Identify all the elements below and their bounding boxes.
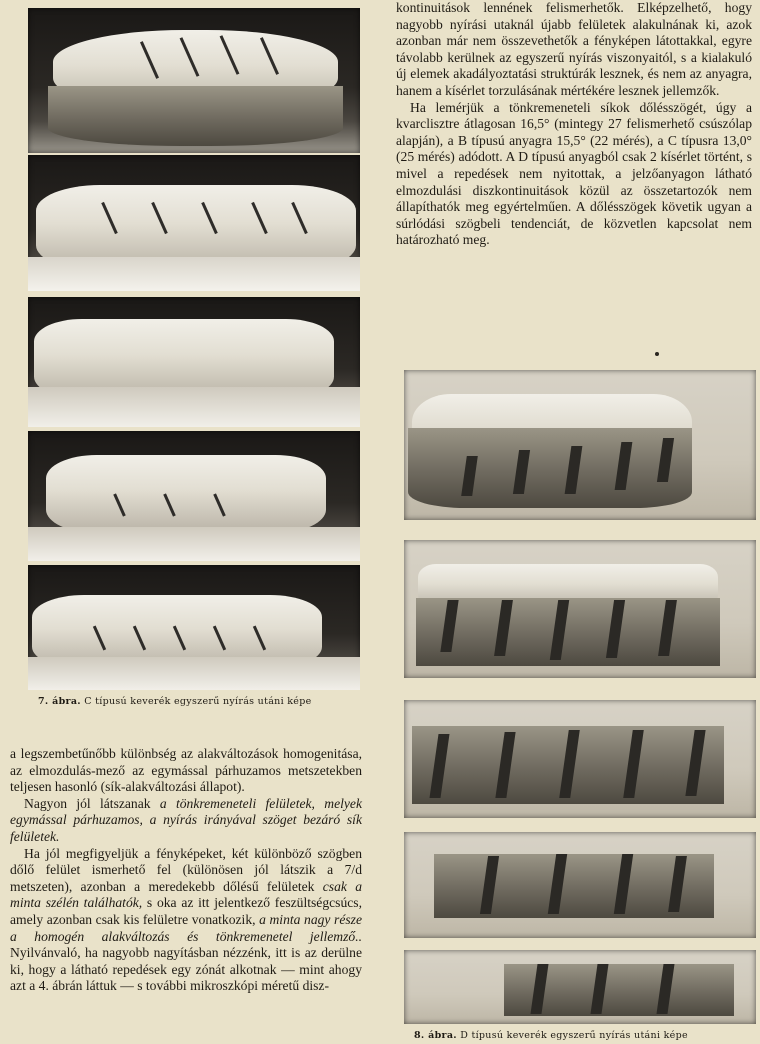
emphasis-sample-edge: csak a minta szélén találhatók, xyxy=(10,878,362,911)
paragraph-dip-angles: Ha lemérjük a tönkremeneteli síkok dőlésszögét, úgy a kvarclisztre átlagosan 16,5° (mintegy 27 felismerhető csúszólap alapján), a B típusú anyagra 15,5° (22 mérés), a C típusra 13,0° (25 mérés) adódott. A D típusú anyagból csak 2 kísérlet történt, s mivel a repedések nem nyitottak, a jelzőanyagon látható elmozdulási diszkontinuitások közül az összetartozók nem állapíthatók meg egyértelműen. A dőlésszögek követik ugyan a súrlódási szögbeli tendenciát, de közvetlen kapcsolat nem határozható meg. xyxy=(396,99,752,248)
page-speck xyxy=(655,352,659,356)
paragraph-text-part1: Ha jól megfigyeljük a fényképeket, két különböző szögben dőlő felület ismerhető fel (különösen jól látszik a 7/d metszeten), azonban a meredekebb dőlésű felületek xyxy=(10,845,362,894)
figure-8-caption xyxy=(414,1030,688,1041)
figure-8-photo-c xyxy=(404,700,756,818)
paragraph-discontinuities: kontinuitások lennének felismerhetők. Elképzelhető, hogy nagyobb nyírási utaknál újabb felületek alakulnának ki, azok azonban már nem összevethetők a fényképen látottakkal, egyre távolabb kerülnek az egyszerű nyírás viszonyaitól, s a kialakuló új elemek akadályoztatási struktúrák lesznek, és nem az anyagra, hanem a kísérlet torzulásának mértékére lesznek jellemzők. xyxy=(396,0,752,98)
paragraph-homogeneity: a legszembetűnőbb különbség az alakváltozások homogenitása, az elmozdulás-mező az egymással párhuzamos metszetekben teljesen hasonló (sík-alakváltozási állapot). xyxy=(10,746,362,795)
figure-7-number: 7. ábra. xyxy=(38,696,81,707)
paragraph-text-part3: Nyilvánvaló, ha nagyobb nagyításban nézzénk, itt is az derülne ki, hogy a látható repedések egy zónát alkotnak — mint ahogy azt a 4. ábrán láttuk — s további mikroszkópi méretű disz- xyxy=(10,945,362,994)
figure-7-photo-c xyxy=(28,297,360,427)
figure-7-photo-b xyxy=(28,155,360,291)
figure-8-photo-b xyxy=(404,540,756,678)
figure-7-caption xyxy=(38,696,312,707)
figure-8-photo-a xyxy=(404,370,756,520)
paragraph-lead: Nagyon jól látszanak xyxy=(24,795,160,811)
figure-7-photo-e xyxy=(28,565,360,690)
emphasis-failure-surfaces: a tönkremeneteli felületek, melyek egymással párhuzamos, a nyírás irányával szöget bezáró sík felületek. xyxy=(10,795,362,844)
right-column-text xyxy=(396,0,752,249)
figure-8-photo-e xyxy=(404,950,756,1024)
figure-8-photo-d xyxy=(404,832,756,938)
paragraph-text-part2: s oka az itt jelentkező feszültségcsúcs, amely azonban csak kis felületre vonatkozik, xyxy=(10,895,362,927)
figure-7-photo-d xyxy=(28,431,360,561)
emphasis-homogeneous-deformation: a minta nagy része a homogén alakváltozás és tönkremenetel jellemző.. xyxy=(10,911,362,944)
figure-8-number: 8. ábra. xyxy=(414,1030,457,1041)
figure-8-caption-text: D típusú keverék egyszerű nyírás utáni képe xyxy=(460,1030,688,1041)
left-column-text xyxy=(10,746,362,995)
figure-7-photo-a xyxy=(28,8,360,153)
paragraph-failure-surfaces xyxy=(10,796,362,846)
figure-7-caption-text: C típusú keverék egyszerű nyírás utáni képe xyxy=(84,696,312,707)
paragraph-photos-observation xyxy=(10,846,362,995)
